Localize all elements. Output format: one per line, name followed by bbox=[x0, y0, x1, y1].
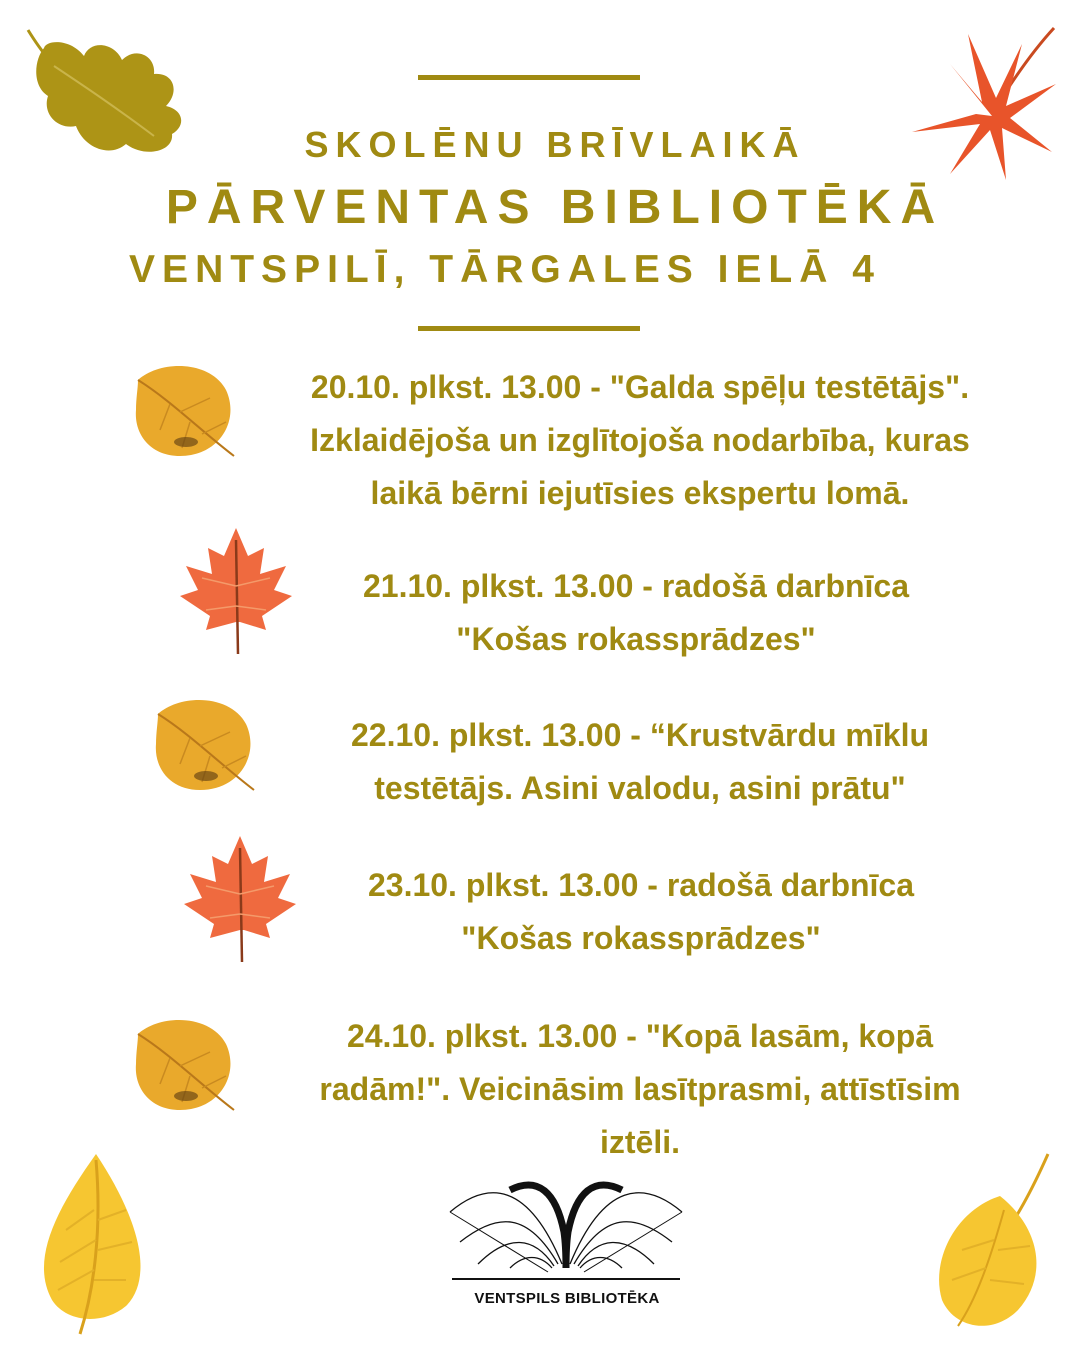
header-line-2: PĀRVENTAS BIBLIOTĒKĀ bbox=[165, 181, 945, 234]
logo-baseline bbox=[452, 1278, 680, 1280]
event-4 bbox=[296, 859, 986, 965]
event-5-line-2: radām!". Veicināsim lasītprasmi, attīstīsim bbox=[319, 1071, 961, 1107]
event-1-line-3: laikā bērni iejutīsies ekspertu lomā. bbox=[370, 475, 910, 511]
event-5-line-3: iztēli. bbox=[599, 1124, 680, 1160]
header-line-3: VENTSPILĪ, TĀRGALES IELĀ 4 bbox=[129, 248, 881, 291]
event-3 bbox=[260, 709, 1020, 815]
ventspils-library-logo bbox=[448, 1172, 684, 1276]
event-2-line-2: "Košas rokassprādzes" bbox=[456, 621, 816, 657]
header-line-1: SKOLĒNU BRĪVLAIKĀ bbox=[304, 124, 806, 165]
bottom-divider bbox=[418, 326, 640, 331]
event-1-line-2: Izklaidējoša un izglītojoša nodarbība, kuras bbox=[310, 422, 970, 458]
event-5 bbox=[240, 1010, 1040, 1169]
maple-leaf-icon bbox=[182, 834, 298, 964]
logo-label: VENTSPILS BIBLIOTĒKA bbox=[474, 1290, 660, 1307]
event-1-line-1: 20.10. plkst. 13.00 - "Galda spēļu testētājs". bbox=[310, 369, 970, 405]
event-3-line-2: testētājs. Asini valodu, asini prātu" bbox=[374, 770, 906, 806]
aspen-leaf-icon bbox=[130, 360, 238, 460]
aspen-leaf-icon bbox=[150, 694, 258, 794]
event-3-line-1: 22.10. plkst. 13.00 - “Krustvārdu mīklu bbox=[350, 717, 929, 753]
event-1 bbox=[240, 361, 1040, 520]
event-4-line-2: "Košas rokassprādzes" bbox=[461, 920, 821, 956]
top-divider bbox=[418, 75, 640, 80]
event-2-line-1: 21.10. plkst. 13.00 - radošā darbnīca bbox=[362, 568, 910, 604]
aspen-leaf-icon bbox=[130, 1014, 238, 1114]
maple-leaf-icon bbox=[178, 526, 294, 656]
yellow-leaf-icon bbox=[36, 1150, 152, 1335]
yellow-leaf-icon bbox=[932, 1150, 1056, 1335]
event-5-line-1: 24.10. plkst. 13.00 - "Kopā lasām, kopā bbox=[346, 1018, 934, 1054]
event-2 bbox=[296, 560, 976, 666]
event-4-line-1: 23.10. plkst. 13.00 - radošā darbnīca bbox=[367, 867, 915, 903]
